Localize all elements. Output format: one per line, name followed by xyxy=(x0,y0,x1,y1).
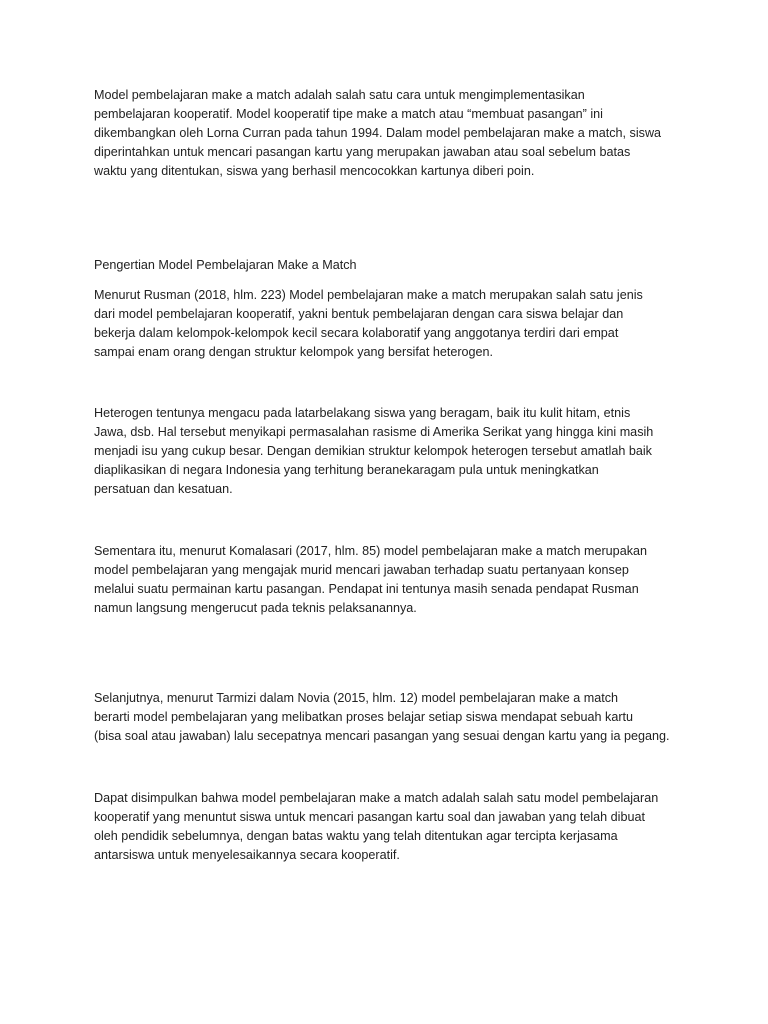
paragraph-conclusion xyxy=(94,789,694,865)
text-line: menjadi isu yang cukup besar. Dengan demikian struktur kelompok heterogen tersebut amatlah baik xyxy=(94,444,652,458)
text-line: melalui suatu permainan kartu pasangan. Pendapat ini tentunya masih senada pendapat Rusman xyxy=(94,582,639,596)
section-heading xyxy=(94,256,694,275)
text-line: model pembelajaran yang mengajak murid mencari jawaban terhadap suatu pertanyaan konsep xyxy=(94,563,629,577)
text-line: Heterogen tentunya mengacu pada latarbelakang siswa yang beragam, baik itu kulit hitam, etnis xyxy=(94,406,631,420)
text-line: antarsiswa untuk menyelesaikannya secara kooperatif. xyxy=(94,848,400,862)
paragraph-rusman xyxy=(94,286,694,362)
text-line: sampai enam orang dengan struktur kelompok yang bersifat heterogen. xyxy=(94,345,494,359)
text-line: (bisa soal atau jawaban) lalu secepatnya mencari pasangan yang sesuai dengan kartu yang ia pegang. xyxy=(94,729,670,743)
text-line: Menurut Rusman (2018, hlm. 223) Model pembelajaran make a match merupakan salah satu jenis xyxy=(94,288,643,302)
text-line: pembelajaran kooperatif. Model kooperatif tipe make a match atau “membuat pasangan” ini xyxy=(94,107,603,121)
heading-line: Pengertian Model Pembelajaran Make a Match xyxy=(94,258,357,272)
text-line: dikembangkan oleh Lorna Curran pada tahun 1994. Dalam model pembelajaran make a match, siswa xyxy=(94,126,662,140)
paragraph-heterogen xyxy=(94,404,694,499)
paragraph-intro xyxy=(94,86,694,181)
text-line: Selanjutnya, menurut Tarmizi dalam Novia (2015, hlm. 12) model pembelajaran make a match xyxy=(94,691,619,705)
paragraph-tarmizi xyxy=(94,689,694,746)
text-line: dari model pembelajaran kooperatif, yakni bentuk pembelajaran dengan cara siswa belajar dan xyxy=(94,307,624,321)
text-line: diperintahkan untuk mencari pasangan kartu yang merupakan jawaban atau soal sebelum batas xyxy=(94,145,631,159)
text-line: waktu yang ditentukan, siswa yang berhasil mencocokkan kartunya diberi poin. xyxy=(94,164,535,178)
text-line: namun langsung mengerucut pada teknis pelaksanannya. xyxy=(94,601,417,615)
text-line: Dapat disimpulkan bahwa model pembelajaran make a match adalah salah satu model pembelajaran xyxy=(94,791,659,805)
text-line: oleh pendidik sebelumnya, dengan batas waktu yang telah ditentukan agar tercipta kerjasama xyxy=(94,829,618,843)
text-line: Jawa, dsb. Hal tersebut menyikapi permasalahan rasisme di Amerika Serikat yang hingga kini masih xyxy=(94,425,654,439)
paragraph-komalasari xyxy=(94,542,694,618)
text-line: Sementara itu, menurut Komalasari (2017, hlm. 85) model pembelajaran make a match merupakan xyxy=(94,544,647,558)
text-line: berarti model pembelajaran yang melibatkan proses belajar setiap siswa mendapat sebuah kartu xyxy=(94,710,634,724)
text-line: persatuan dan kesatuan. xyxy=(94,482,233,496)
text-line: kooperatif yang menuntut siswa untuk mencari pasangan kartu soal dan jawaban yang telah dibuat xyxy=(94,810,645,824)
text-line: Model pembelajaran make a match adalah salah satu cara untuk mengimplementasikan xyxy=(94,88,585,102)
text-line: diaplikasikan di negara Indonesia yang terhitung beranekaragam pula untuk meningkatkan xyxy=(94,463,599,477)
text-line: bekerja dalam kelompok-kelompok kecil secara kolaboratif yang anggotanya terdiri dari empat xyxy=(94,326,619,340)
